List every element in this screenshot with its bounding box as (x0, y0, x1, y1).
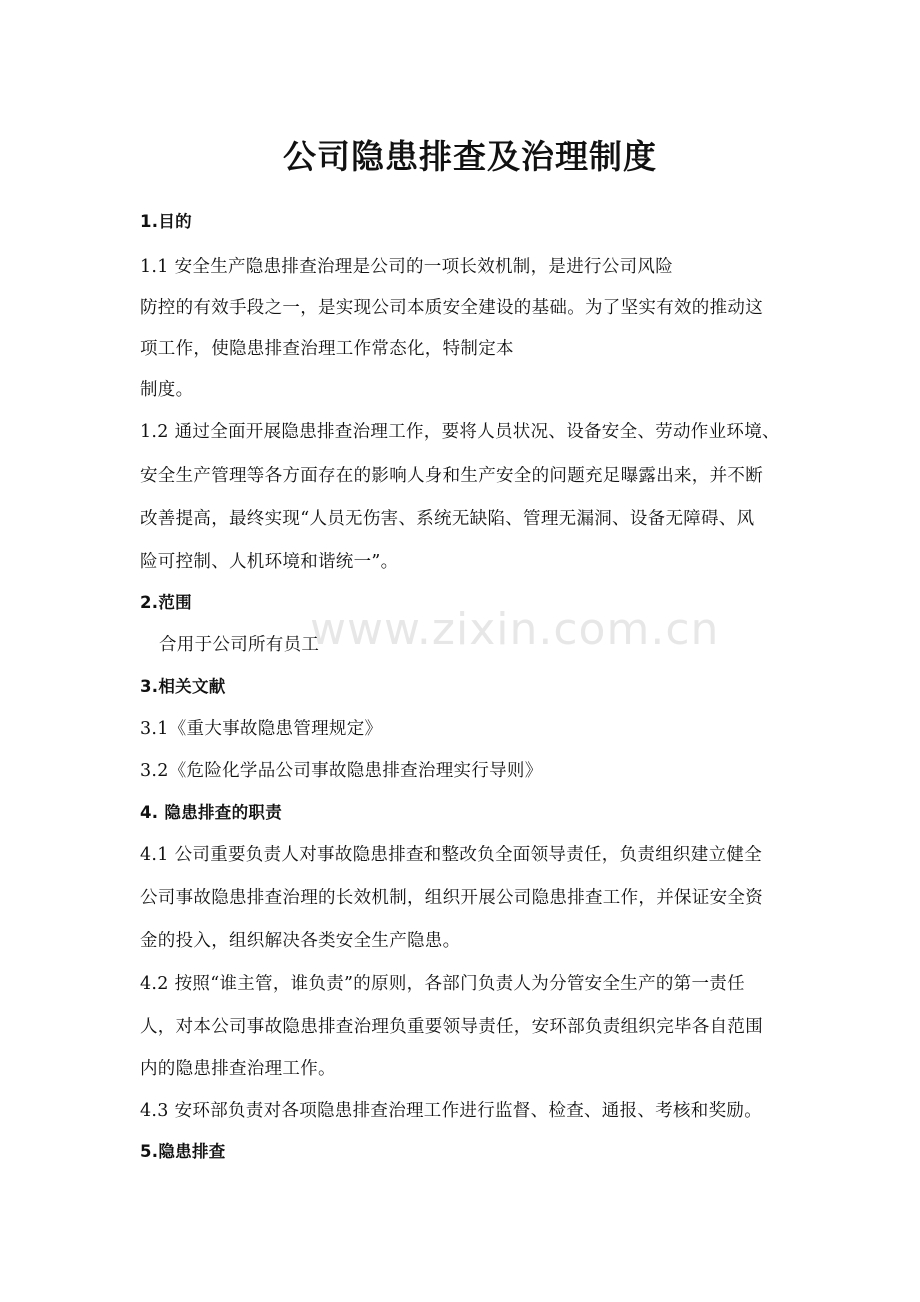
paragraph-line: 4.2 按照“谁主管，谁负责”的原则，各部门负责人为分管安全生产的第一责任 (140, 974, 745, 994)
paragraph-line: 制度。 (140, 380, 194, 400)
paragraph-line: 公司事故隐患排查治理的长效机制，组织开展公司隐患排查工作，并保证安全资 (140, 888, 763, 908)
paragraph-line: 1.1 安全生产隐患排查治理是公司的一项长效机制，是进行公司风险 (140, 257, 673, 277)
section-heading-inspection: 5.隐患排查 (140, 1142, 226, 1161)
document-title: 公司隐患排查及治理制度 (283, 137, 657, 176)
watermark: www.zixin.com.cn (310, 604, 720, 655)
paragraph-line: 人，对本公司事故隐患排查治理负重要领导责任，安环部负责组织完毕各自范围 (140, 1017, 763, 1037)
paragraph-line: 4.1 公司重要负责人对事故隐患排查和整改负全面领导责任，负责组织建立健全 (140, 845, 762, 865)
paragraph-line: 改善提高，最终实现“人员无伤害、系统无缺陷、管理无漏洞、设备无障碍、风 (140, 509, 755, 529)
paragraph-line: 合用于公司所有员工 (159, 635, 320, 655)
paragraph-line: 4.3 安环部负责对各项隐患排查治理工作进行监督、检查、通报、考核和奖励。 (140, 1101, 762, 1121)
paragraph-line: 防控的有效手段之一，是实现公司本质安全建设的基础。为了坚实有效的推动这 (140, 298, 763, 318)
section-heading-responsibilities: 4. 隐患排查的职责 (140, 803, 282, 822)
paragraph-line: 1.2 通过全面开展隐患排查治理工作，要将人员状况、设备安全、劳动作业环境、 (140, 422, 780, 442)
section-heading-purpose: 1.目的 (140, 212, 192, 231)
section-heading-references: 3.相关文献 (140, 677, 226, 696)
reference-item: 3.1《重大事故隐患管理规定》 (140, 719, 383, 739)
paragraph-line: 内的隐患排查治理工作。 (140, 1059, 336, 1079)
paragraph-line: 险可控制、人机环境和谐统一”。 (140, 552, 399, 572)
reference-item: 3.2《危险化学品公司事故隐患排查治理实行导则》 (140, 761, 543, 781)
paragraph-line: 项工作，使隐患排查治理工作常态化，特制定本 (140, 339, 514, 359)
paragraph-line: 安全生产管理等各方面存在的影响人身和生产安全的问题充足曝露出来，并不断 (140, 466, 763, 486)
paragraph-line: 金的投入，组织解决各类安全生产隐患。 (140, 931, 461, 951)
section-heading-scope: 2.范围 (140, 593, 192, 612)
